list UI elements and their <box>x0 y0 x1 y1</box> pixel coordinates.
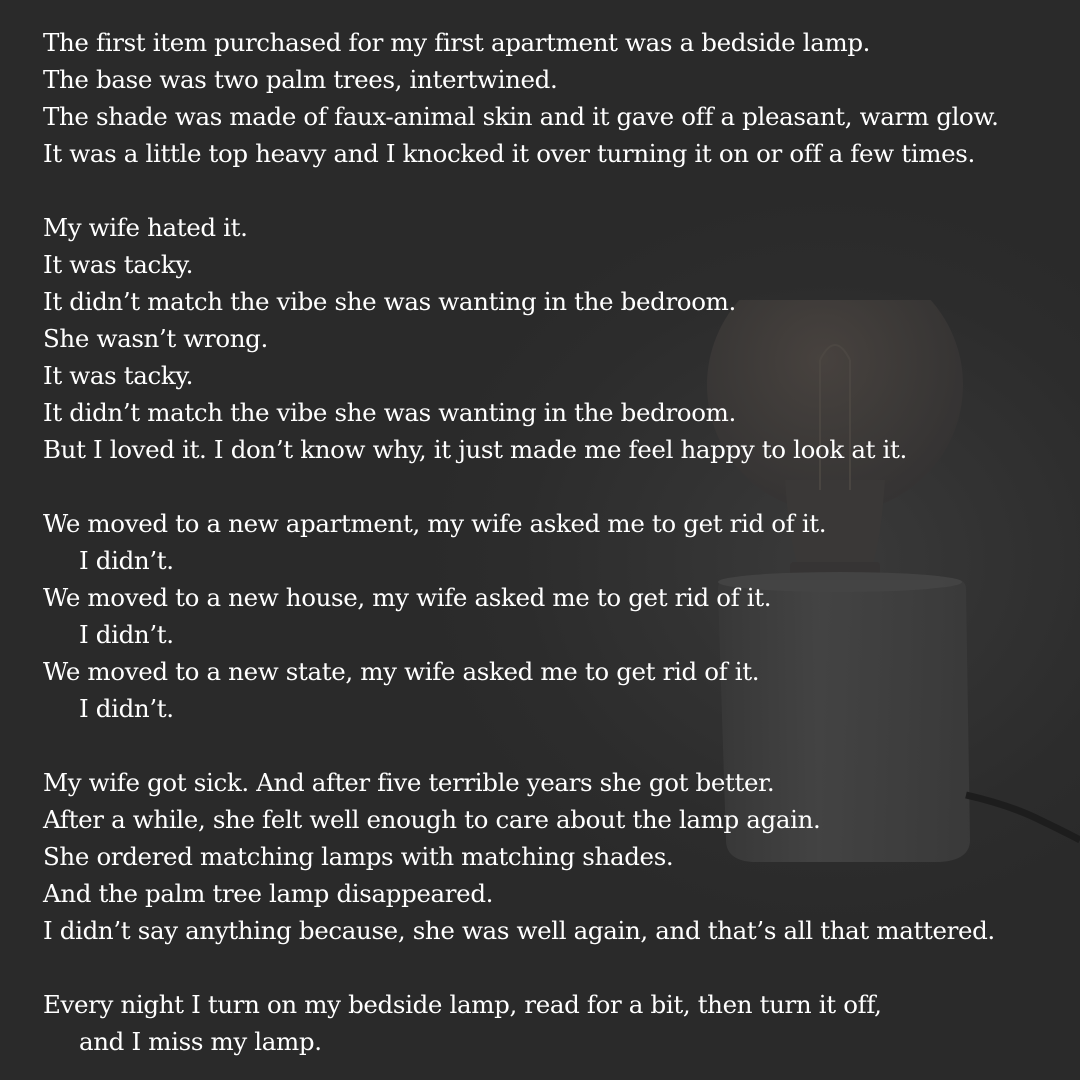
poem-line: We moved to a new house, my wife asked me to get rid of it. <box>43 583 772 612</box>
poem-line: My wife got sick. And after five terrible years she got better. <box>43 768 775 797</box>
poem-line-indented: I didn’t. <box>79 546 174 575</box>
stanza-1 <box>43 24 1043 172</box>
poem-line: She ordered matching lamps with matching shades. <box>43 842 674 871</box>
poem-line: It was a little top heavy and I knocked it over turning it on or off a few times. <box>43 139 975 168</box>
poem-line: The shade was made of faux-animal skin and it gave off a pleasant, warm glow. <box>43 102 999 131</box>
stanza-2 <box>43 209 1043 468</box>
poem-line: And the palm tree lamp disappeared. <box>43 879 494 908</box>
poem-line: I didn’t say anything because, she was well again, and that’s all that mattered. <box>43 916 995 945</box>
poem-text <box>43 24 1043 1060</box>
poem-line: She wasn’t wrong. <box>43 324 268 353</box>
poem-line: It was tacky. <box>43 250 194 279</box>
stanza-gap <box>43 949 1043 986</box>
poem-line: But I loved it. I don’t know why, it just made me feel happy to look at it. <box>43 435 907 464</box>
poem-line: My wife hated it. <box>43 213 248 242</box>
poem-line: It didn’t match the vibe she was wanting in the bedroom. <box>43 287 736 316</box>
poem-line-indented: and I miss my lamp. <box>79 1027 322 1056</box>
poem-line: The first item purchased for my first apartment was a bedside lamp. <box>43 28 871 57</box>
poem-line: The base was two palm trees, intertwined. <box>43 65 558 94</box>
stanza-3 <box>43 505 1043 727</box>
poem-line-indented: I didn’t. <box>79 694 174 723</box>
stanza-gap <box>43 727 1043 764</box>
poem-line: It didn’t match the vibe she was wanting in the bedroom. <box>43 398 736 427</box>
poem-line-indented: I didn’t. <box>79 620 174 649</box>
stanza-5 <box>43 986 1043 1060</box>
poem-line: We moved to a new apartment, my wife asked me to get rid of it. <box>43 509 827 538</box>
poem-line: We moved to a new state, my wife asked me to get rid of it. <box>43 657 760 686</box>
stanza-4 <box>43 764 1043 949</box>
poem-line: It was tacky. <box>43 361 194 390</box>
stanza-gap <box>43 172 1043 209</box>
poem-line: Every night I turn on my bedside lamp, read for a bit, then turn it off, <box>43 990 882 1019</box>
poem-line: After a while, she felt well enough to care about the lamp again. <box>43 805 821 834</box>
stanza-gap <box>43 468 1043 505</box>
